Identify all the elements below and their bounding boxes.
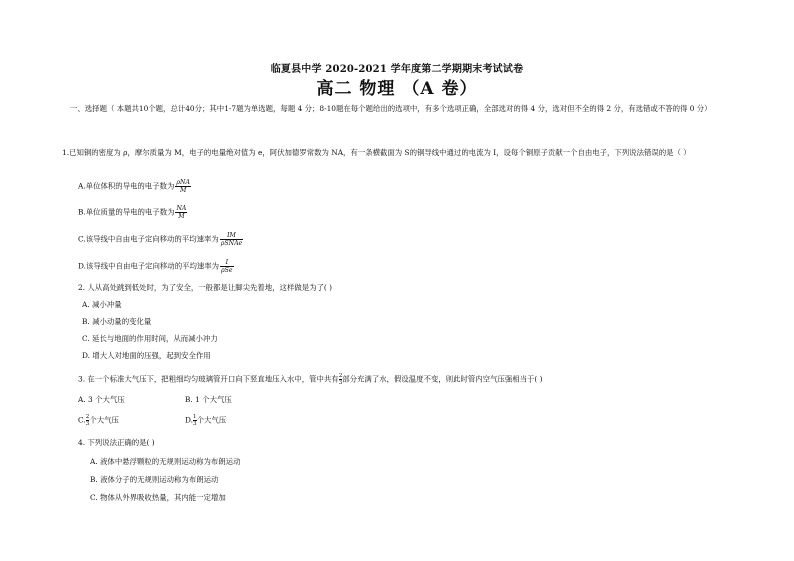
fraction-numerator: NA	[176, 205, 187, 212]
question-3-option-c	[78, 414, 119, 427]
option-b-text: B.单位质量的导电的电子数为	[78, 207, 175, 217]
fraction-denominator: M	[175, 212, 187, 220]
fraction-numerator: IM	[227, 232, 236, 239]
question-2-option-d: D. 增大人对地面的压强，起到安全作用	[82, 351, 211, 360]
section-instructions: 一、选择题（ 本题共10个题，总计40分；其中1-7题为单选题，每题 4 分；8-10题在每个题给出的选项中，有多个选项正确，全部选对的得 4 分，选对但不全的得 2 分，有选错或不答的得 0 分）	[70, 104, 712, 113]
school-exam-title: 临夏县中学 2020-2021 学年度第二学期期末考试试卷	[270, 64, 524, 75]
fraction-denominator: 3	[338, 380, 343, 386]
question-2-option-b: B. 减小动量的变化量	[82, 317, 152, 326]
question-3-stem-part2: 部分充满了水，假设温度不变，则此时管内空气压强相当于( )	[342, 374, 543, 384]
option-d-text: D.该导线中自由电子定向移动的平均速率为	[78, 261, 220, 271]
option-d-prefix: D.	[185, 415, 194, 425]
question-1-option-c	[78, 232, 243, 247]
fraction-numerator: I	[225, 259, 229, 266]
option-d-fraction	[220, 259, 234, 274]
fraction-denominator: ρSNAe	[220, 240, 243, 247]
question-4-option-c: C. 物体从外界吸收热量，其内能一定增加	[90, 493, 226, 502]
option-b-fraction	[175, 205, 187, 220]
question-1-option-b	[78, 205, 187, 220]
question-2-stem: 2. 人从高处跳到低处时，为了安全，一般都是让脚尖先着地，这样做是为了( )	[78, 283, 333, 292]
fraction-numerator: 2	[338, 373, 343, 379]
question-4-stem: 4. 下列说法正确的是( )	[78, 438, 155, 447]
fraction-numerator: ρNA	[176, 179, 190, 186]
subject-title: 高二 物理 （A 卷）	[316, 79, 478, 99]
question-4-option-a: A. 液体中悬浮颗粒的无规则运动称为布朗运动	[90, 457, 241, 466]
fraction-numerator: 1	[193, 414, 197, 420]
option-c-text: C.该导线中自由电子定向移动的平均速率为	[78, 234, 219, 244]
question-1-option-a	[78, 179, 191, 194]
option-c-prefix: C.	[78, 415, 86, 425]
option-c-suffix: 个大气压	[89, 415, 119, 425]
question-3-option-b: B. 1 个大气压	[185, 395, 232, 404]
question-1-option-d	[78, 259, 234, 274]
question-3-option-a: A. 3 个大气压	[78, 395, 125, 404]
question-4-option-b: B. 液体分子的无规则运动称为布朗运动	[90, 475, 219, 484]
fraction-denominator: 3	[193, 421, 197, 427]
fraction-numerator: 2	[85, 414, 90, 420]
option-a-text: A.单位体积的导电的电子数为	[78, 181, 175, 191]
option-d-suffix: 个大气压	[196, 415, 227, 425]
question-2-option-a: A. 减小冲量	[82, 300, 122, 309]
question-3-stem-part1: 3. 在一个标准大气压下，把粗细均匀玻璃管开口向下竖直地压入水中，管中共有	[78, 374, 339, 384]
fraction-denominator: 3	[85, 421, 90, 427]
fraction-denominator: ρSe	[221, 267, 233, 274]
question-1-stem: 1.已知铜的密度为 ρ，摩尔质量为 M，电子的电量绝对值为 e，阿伏加德罗常数为 NA，有一条横截面为 S的铜导线中通过的电流为 I，设每个铜原子贡献一个自由电子，下列说法错误的是（ ）	[62, 148, 691, 157]
question-3-option-d	[185, 414, 226, 427]
option-a-fraction	[175, 179, 191, 194]
question-2-option-c: C. 延长与地面的作用时间，从而减小冲力	[82, 334, 218, 343]
option-c-fraction	[220, 232, 243, 247]
fraction-denominator: M	[175, 186, 191, 194]
question-3-stem	[78, 373, 543, 386]
